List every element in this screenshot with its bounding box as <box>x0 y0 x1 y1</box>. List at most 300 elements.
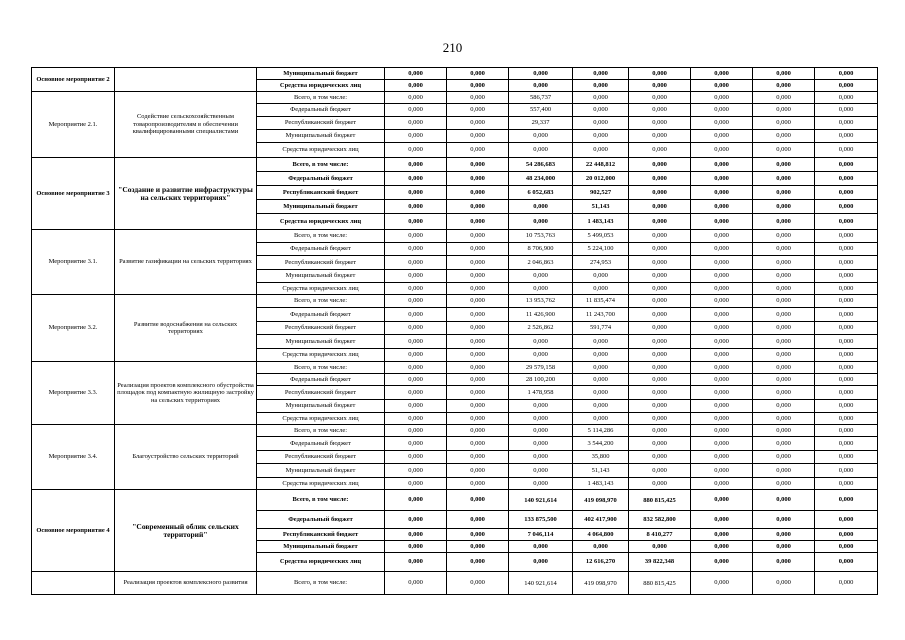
value-cell: 0,000 <box>629 256 691 270</box>
value-cell: 1 483,143 <box>573 478 629 490</box>
value-cell: 0,000 <box>815 186 878 200</box>
value-cell: 0,000 <box>509 143 573 158</box>
value-cell: 0,000 <box>691 478 753 490</box>
funding-source-label: Средства юридических лиц <box>257 478 385 490</box>
funding-source-label: Муниципальный бюджет <box>257 130 385 143</box>
funding-source-label: Всего, в том числе: <box>257 158 385 172</box>
value-cell: 0,000 <box>691 283 753 295</box>
value-cell: 557,400 <box>509 104 573 117</box>
section-id-cell: Основное мероприятие 3 <box>32 158 115 230</box>
value-cell: 0,000 <box>385 104 447 117</box>
value-cell: 0,000 <box>753 529 815 541</box>
value-cell: 8 706,900 <box>509 243 573 256</box>
value-cell: 0,000 <box>691 322 753 335</box>
value-cell: 0,000 <box>691 308 753 322</box>
funding-source-label: Средства юридических лиц <box>257 553 385 572</box>
value-cell: 880 815,425 <box>629 490 691 511</box>
value-cell: 0,000 <box>629 335 691 349</box>
value-cell: 2 046,863 <box>509 256 573 270</box>
value-cell: 0,000 <box>573 335 629 349</box>
value-cell: 0,000 <box>385 80 447 92</box>
value-cell: 0,000 <box>753 172 815 186</box>
value-cell: 0,000 <box>385 295 447 308</box>
funding-source-label: Федеральный бюджет <box>257 172 385 186</box>
funding-source-label: Муниципальный бюджет <box>257 400 385 413</box>
value-cell: 0,000 <box>447 425 509 437</box>
value-cell: 0,000 <box>629 437 691 451</box>
value-cell: 0,000 <box>447 172 509 186</box>
value-cell: 0,000 <box>573 362 629 374</box>
funding-source-label: Средства юридических лиц <box>257 214 385 230</box>
value-cell: 0,000 <box>447 243 509 256</box>
funding-source-label: Средства юридических лиц <box>257 413 385 425</box>
value-cell: 0,000 <box>385 143 447 158</box>
table-row <box>32 490 878 511</box>
value-cell: 0,000 <box>385 374 447 386</box>
funding-source-label: Республиканский бюджет <box>257 256 385 270</box>
value-cell: 0,000 <box>815 425 878 437</box>
value-cell: 0,000 <box>573 283 629 295</box>
funding-source-label: Федеральный бюджет <box>257 511 385 529</box>
value-cell: 0,000 <box>815 511 878 529</box>
value-cell: 0,000 <box>447 529 509 541</box>
funding-source-label: Федеральный бюджет <box>257 437 385 451</box>
value-cell: 880 815,425 <box>629 572 691 595</box>
value-cell: 0,000 <box>447 130 509 143</box>
section-id-cell: Основное мероприятие 4 <box>32 490 115 572</box>
value-cell: 0,000 <box>629 295 691 308</box>
value-cell: 0,000 <box>815 214 878 230</box>
funding-source-label: Федеральный бюджет <box>257 243 385 256</box>
value-cell: 0,000 <box>753 490 815 511</box>
value-cell: 0,000 <box>753 541 815 553</box>
value-cell: 0,000 <box>385 158 447 172</box>
value-cell: 0,000 <box>815 335 878 349</box>
value-cell: 0,000 <box>815 362 878 374</box>
value-cell: 0,000 <box>753 349 815 362</box>
value-cell: 0,000 <box>447 511 509 529</box>
value-cell: 0,000 <box>447 230 509 243</box>
value-cell: 0,000 <box>691 104 753 117</box>
value-cell: 0,000 <box>691 529 753 541</box>
value-cell: 0,000 <box>447 270 509 283</box>
value-cell: 0,000 <box>509 200 573 214</box>
value-cell: 0,000 <box>815 490 878 511</box>
value-cell: 0,000 <box>691 437 753 451</box>
value-cell: 0,000 <box>629 243 691 256</box>
value-cell: 0,000 <box>385 553 447 572</box>
value-cell: 20 012,000 <box>573 172 629 186</box>
value-cell: 0,000 <box>447 186 509 200</box>
value-cell: 0,000 <box>509 214 573 230</box>
value-cell: 39 822,348 <box>629 553 691 572</box>
value-cell: 0,000 <box>691 374 753 386</box>
value-cell: 0,000 <box>629 413 691 425</box>
value-cell: 0,000 <box>815 117 878 130</box>
section-description-cell: "Современный облик сельских территорий" <box>115 490 257 572</box>
value-cell: 0,000 <box>753 511 815 529</box>
value-cell: 0,000 <box>447 413 509 425</box>
value-cell: 0,000 <box>815 283 878 295</box>
value-cell: 0,000 <box>629 374 691 386</box>
value-cell: 0,000 <box>629 80 691 92</box>
value-cell: 0,000 <box>691 130 753 143</box>
value-cell: 0,000 <box>815 104 878 117</box>
value-cell: 0,000 <box>753 130 815 143</box>
value-cell: 0,000 <box>573 104 629 117</box>
value-cell: 0,000 <box>573 92 629 104</box>
value-cell: 0,000 <box>815 541 878 553</box>
value-cell: 0,000 <box>815 230 878 243</box>
value-cell: 2 526,862 <box>509 322 573 335</box>
value-cell: 0,000 <box>573 68 629 80</box>
value-cell: 0,000 <box>385 451 447 464</box>
value-cell: 0,000 <box>447 464 509 478</box>
value-cell: 0,000 <box>753 243 815 256</box>
section-description-cell <box>115 68 257 92</box>
value-cell: 0,000 <box>629 349 691 362</box>
value-cell: 51,143 <box>573 200 629 214</box>
value-cell: 0,000 <box>573 117 629 130</box>
value-cell: 0,000 <box>815 295 878 308</box>
value-cell: 832 582,800 <box>629 511 691 529</box>
value-cell: 419 098,970 <box>573 572 629 595</box>
value-cell: 0,000 <box>447 117 509 130</box>
section-id-cell: Мероприятие 3.1. <box>32 230 115 295</box>
value-cell: 0,000 <box>629 130 691 143</box>
value-cell: 0,000 <box>691 200 753 214</box>
value-cell: 0,000 <box>815 437 878 451</box>
value-cell: 0,000 <box>815 130 878 143</box>
value-cell: 0,000 <box>691 172 753 186</box>
value-cell: 0,000 <box>815 308 878 322</box>
table-row <box>32 425 878 437</box>
value-cell: 0,000 <box>815 464 878 478</box>
value-cell: 0,000 <box>447 572 509 595</box>
section-description-cell: Реализация проектов комплексного развития <box>115 572 257 595</box>
value-cell: 0,000 <box>691 270 753 283</box>
value-cell: 0,000 <box>509 283 573 295</box>
value-cell: 0,000 <box>447 478 509 490</box>
funding-source-label: Всего, в том числе: <box>257 490 385 511</box>
value-cell: 0,000 <box>447 322 509 335</box>
value-cell: 0,000 <box>753 256 815 270</box>
value-cell: 0,000 <box>629 92 691 104</box>
value-cell: 0,000 <box>753 186 815 200</box>
value-cell: 0,000 <box>447 283 509 295</box>
funding-source-label: Муниципальный бюджет <box>257 335 385 349</box>
value-cell: 54 286,683 <box>509 158 573 172</box>
value-cell: 0,000 <box>815 92 878 104</box>
value-cell: 0,000 <box>509 464 573 478</box>
value-cell: 12 616,270 <box>573 553 629 572</box>
value-cell: 0,000 <box>753 386 815 400</box>
value-cell: 0,000 <box>447 541 509 553</box>
value-cell: 0,000 <box>691 541 753 553</box>
value-cell: 0,000 <box>691 451 753 464</box>
value-cell: 0,000 <box>815 68 878 80</box>
funding-source-label: Средства юридических лиц <box>257 349 385 362</box>
value-cell: 591,774 <box>573 322 629 335</box>
value-cell: 0,000 <box>753 214 815 230</box>
value-cell: 0,000 <box>815 243 878 256</box>
value-cell: 0,000 <box>447 200 509 214</box>
value-cell: 0,000 <box>385 243 447 256</box>
value-cell: 0,000 <box>447 295 509 308</box>
value-cell: 0,000 <box>691 92 753 104</box>
value-cell: 0,000 <box>629 270 691 283</box>
section-id-cell <box>32 572 115 595</box>
value-cell: 0,000 <box>385 117 447 130</box>
value-cell: 0,000 <box>629 104 691 117</box>
value-cell: 0,000 <box>509 478 573 490</box>
value-cell: 0,000 <box>509 451 573 464</box>
value-cell: 0,000 <box>753 270 815 283</box>
value-cell: 0,000 <box>629 143 691 158</box>
value-cell: 133 875,500 <box>509 511 573 529</box>
value-cell: 0,000 <box>691 117 753 130</box>
value-cell: 0,000 <box>509 80 573 92</box>
table-row <box>32 230 878 243</box>
value-cell: 0,000 <box>815 413 878 425</box>
value-cell: 0,000 <box>385 92 447 104</box>
section-description-cell: Содействие сельскохозяйственным товаропроизводителям в обеспечении квалифицированными специалистами <box>115 92 257 158</box>
funding-source-label: Средства юридических лиц <box>257 283 385 295</box>
value-cell: 0,000 <box>447 158 509 172</box>
value-cell: 0,000 <box>691 400 753 413</box>
value-cell: 0,000 <box>753 283 815 295</box>
value-cell: 0,000 <box>753 553 815 572</box>
value-cell: 0,000 <box>385 130 447 143</box>
value-cell: 0,000 <box>753 425 815 437</box>
value-cell: 0,000 <box>385 400 447 413</box>
value-cell: 0,000 <box>753 374 815 386</box>
value-cell: 1 483,143 <box>573 214 629 230</box>
value-cell: 0,000 <box>753 400 815 413</box>
section-id-cell: Мероприятие 2.1. <box>32 92 115 158</box>
funding-source-label: Средства юридических лиц <box>257 143 385 158</box>
value-cell: 140 921,614 <box>509 572 573 595</box>
value-cell: 0,000 <box>385 572 447 595</box>
value-cell: 0,000 <box>447 490 509 511</box>
value-cell: 3 544,200 <box>573 437 629 451</box>
value-cell: 0,000 <box>509 335 573 349</box>
value-cell: 0,000 <box>691 256 753 270</box>
value-cell: 0,000 <box>815 451 878 464</box>
value-cell: 0,000 <box>509 68 573 80</box>
value-cell: 0,000 <box>691 413 753 425</box>
value-cell: 0,000 <box>691 158 753 172</box>
value-cell: 0,000 <box>447 308 509 322</box>
value-cell: 586,737 <box>509 92 573 104</box>
value-cell: 0,000 <box>815 270 878 283</box>
value-cell: 0,000 <box>753 464 815 478</box>
value-cell: 0,000 <box>447 214 509 230</box>
value-cell: 0,000 <box>385 322 447 335</box>
value-cell: 0,000 <box>509 130 573 143</box>
value-cell: 0,000 <box>753 478 815 490</box>
value-cell: 0,000 <box>385 172 447 186</box>
section-id-cell: Основное мероприятие 2 <box>32 68 115 92</box>
value-cell: 0,000 <box>509 413 573 425</box>
value-cell: 0,000 <box>447 92 509 104</box>
value-cell: 7 046,114 <box>509 529 573 541</box>
funding-source-label: Муниципальный бюджет <box>257 270 385 283</box>
value-cell: 0,000 <box>691 511 753 529</box>
value-cell: 0,000 <box>753 117 815 130</box>
value-cell: 0,000 <box>385 68 447 80</box>
value-cell: 0,000 <box>815 158 878 172</box>
value-cell: 0,000 <box>447 143 509 158</box>
value-cell: 22 448,812 <box>573 158 629 172</box>
value-cell: 0,000 <box>691 349 753 362</box>
value-cell: 0,000 <box>573 413 629 425</box>
value-cell: 0,000 <box>573 80 629 92</box>
section-id-cell: Мероприятие 3.2. <box>32 295 115 362</box>
value-cell: 0,000 <box>629 172 691 186</box>
value-cell: 0,000 <box>629 283 691 295</box>
value-cell: 0,000 <box>509 400 573 413</box>
value-cell: 0,000 <box>385 270 447 283</box>
funding-source-label: Муниципальный бюджет <box>257 464 385 478</box>
value-cell: 0,000 <box>509 349 573 362</box>
section-id-cell: Мероприятие 3.4. <box>32 425 115 490</box>
value-cell: 0,000 <box>753 322 815 335</box>
value-cell: 0,000 <box>385 386 447 400</box>
value-cell: 0,000 <box>509 270 573 283</box>
funding-source-label: Всего, в том числе: <box>257 572 385 595</box>
value-cell: 0,000 <box>385 349 447 362</box>
value-cell: 0,000 <box>753 413 815 425</box>
funding-source-label: Республиканский бюджет <box>257 186 385 200</box>
value-cell: 4 064,800 <box>573 529 629 541</box>
value-cell: 0,000 <box>753 200 815 214</box>
value-cell: 0,000 <box>629 386 691 400</box>
value-cell: 0,000 <box>447 386 509 400</box>
value-cell: 274,953 <box>573 256 629 270</box>
value-cell: 0,000 <box>385 283 447 295</box>
value-cell: 0,000 <box>753 308 815 322</box>
value-cell: 29,337 <box>509 117 573 130</box>
value-cell: 0,000 <box>753 437 815 451</box>
funding-source-label: Муниципальный бюджет <box>257 200 385 214</box>
value-cell: 0,000 <box>447 80 509 92</box>
value-cell: 0,000 <box>629 308 691 322</box>
value-cell: 0,000 <box>385 186 447 200</box>
value-cell: 0,000 <box>509 437 573 451</box>
value-cell: 0,000 <box>815 80 878 92</box>
value-cell: 0,000 <box>815 143 878 158</box>
value-cell: 0,000 <box>447 437 509 451</box>
value-cell: 48 234,000 <box>509 172 573 186</box>
value-cell: 0,000 <box>629 230 691 243</box>
value-cell: 0,000 <box>691 243 753 256</box>
value-cell: 0,000 <box>385 511 447 529</box>
value-cell: 0,000 <box>629 214 691 230</box>
value-cell: 0,000 <box>447 362 509 374</box>
value-cell: 0,000 <box>385 437 447 451</box>
funding-source-label: Всего, в том числе: <box>257 425 385 437</box>
value-cell: 0,000 <box>385 464 447 478</box>
funding-source-label: Республиканский бюджет <box>257 451 385 464</box>
value-cell: 0,000 <box>385 214 447 230</box>
funding-source-label: Федеральный бюджет <box>257 308 385 322</box>
value-cell: 0,000 <box>447 256 509 270</box>
value-cell: 0,000 <box>691 335 753 349</box>
value-cell: 11 243,700 <box>573 308 629 322</box>
value-cell: 0,000 <box>573 400 629 413</box>
value-cell: 0,000 <box>573 386 629 400</box>
funding-source-label: Федеральный бюджет <box>257 374 385 386</box>
value-cell: 0,000 <box>447 451 509 464</box>
value-cell: 0,000 <box>385 425 447 437</box>
value-cell: 5 499,053 <box>573 230 629 243</box>
value-cell: 0,000 <box>385 529 447 541</box>
funding-source-label: Всего, в том числе: <box>257 362 385 374</box>
value-cell: 0,000 <box>691 80 753 92</box>
value-cell: 0,000 <box>385 230 447 243</box>
value-cell: 0,000 <box>691 214 753 230</box>
value-cell: 0,000 <box>753 451 815 464</box>
section-description-cell: Благоустройство сельских территорий <box>115 425 257 490</box>
value-cell: 0,000 <box>629 425 691 437</box>
value-cell: 1 478,958 <box>509 386 573 400</box>
section-description-cell: "Создание и развитие инфраструктуры на сельских территориях" <box>115 158 257 230</box>
table-row <box>32 295 878 308</box>
value-cell: 0,000 <box>385 490 447 511</box>
value-cell: 0,000 <box>629 200 691 214</box>
value-cell: 11 426,900 <box>509 308 573 322</box>
table-row <box>32 68 878 80</box>
value-cell: 0,000 <box>573 143 629 158</box>
value-cell: 0,000 <box>815 553 878 572</box>
funding-source-label: Республиканский бюджет <box>257 322 385 335</box>
section-id-cell: Мероприятие 3.3. <box>32 362 115 425</box>
value-cell: 0,000 <box>509 553 573 572</box>
value-cell: 0,000 <box>629 464 691 478</box>
value-cell: 0,000 <box>753 295 815 308</box>
value-cell: 6 052,683 <box>509 186 573 200</box>
value-cell: 0,000 <box>815 386 878 400</box>
value-cell: 0,000 <box>753 104 815 117</box>
value-cell: 0,000 <box>815 200 878 214</box>
value-cell: 0,000 <box>573 270 629 283</box>
page-number: 210 <box>442 40 463 55</box>
value-cell: 8 410,277 <box>629 529 691 541</box>
value-cell: 0,000 <box>753 158 815 172</box>
value-cell: 0,000 <box>753 92 815 104</box>
value-cell: 0,000 <box>385 478 447 490</box>
value-cell: 10 753,763 <box>509 230 573 243</box>
value-cell: 0,000 <box>753 335 815 349</box>
value-cell: 0,000 <box>447 349 509 362</box>
funding-source-label: Муниципальный бюджет <box>257 68 385 80</box>
value-cell: 0,000 <box>753 143 815 158</box>
value-cell: 0,000 <box>629 68 691 80</box>
value-cell: 0,000 <box>753 68 815 80</box>
value-cell: 51,143 <box>573 464 629 478</box>
value-cell: 0,000 <box>629 478 691 490</box>
value-cell: 0,000 <box>629 322 691 335</box>
value-cell: 11 835,474 <box>573 295 629 308</box>
value-cell: 0,000 <box>753 572 815 595</box>
table-row <box>32 362 878 374</box>
value-cell: 0,000 <box>815 400 878 413</box>
value-cell: 0,000 <box>691 572 753 595</box>
value-cell: 0,000 <box>691 464 753 478</box>
value-cell: 0,000 <box>385 541 447 553</box>
value-cell: 0,000 <box>629 158 691 172</box>
